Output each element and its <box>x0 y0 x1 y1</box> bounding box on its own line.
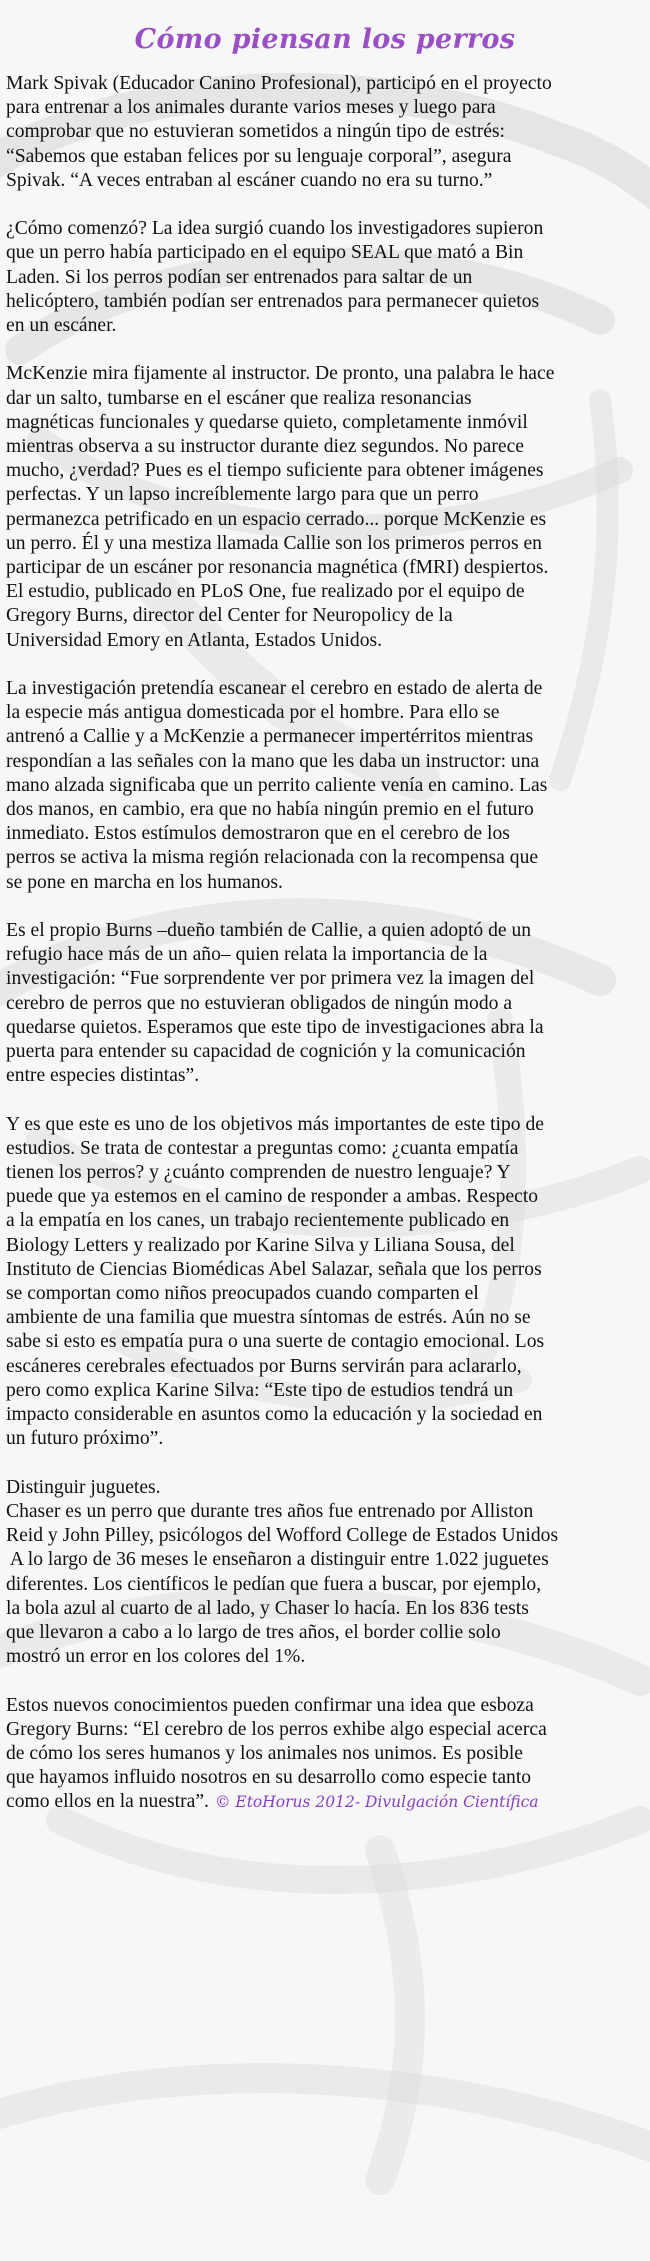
paragraph-2 <box>6 217 644 338</box>
text-line: sabe si esto es empatía pura o una suerte de contagio emocional. Los <box>6 1331 545 1353</box>
text-line: dar un salto, tumbarse en el escáner que realiza resonancias <box>6 387 472 409</box>
text-line: participar de un escáner por resonancia magnética (fMRI) despiertos. <box>6 557 549 579</box>
text-line: diferentes. Los científicos le pedían que fuera a buscar, por ejemplo, <box>6 1573 542 1595</box>
last-line-with-credit <box>6 1790 644 1814</box>
text-line: de cómo los seres humanos y los animales nos unimos. Es posible <box>6 1742 524 1764</box>
text-line: “Sabemos que estaban felices por su lenguaje corporal”, asegura <box>6 145 512 167</box>
text-line: un futuro próximo”. <box>6 1428 164 1450</box>
paragraph-5 <box>6 919 644 1088</box>
article-title: Cómo piensan los perros <box>134 24 516 55</box>
text-line: perros se activa la misma región relacionada con la recompensa que <box>6 847 539 869</box>
text-line: McKenzie mira fijamente al instructor. De pronto, una palabra le hace <box>6 363 555 385</box>
text-line: perfectas. Y un lapso increíblemente largo para que un perro <box>6 484 479 506</box>
text-line: Y es que este es uno de los objetivos más importantes de este tipo de <box>6 1113 544 1135</box>
text-line: la especie más antigua domesticada por el hombre. Para ello se <box>6 702 500 724</box>
text-line: refugio hace más de un año– quien relata la importancia de la <box>6 944 488 966</box>
text-line: Mark Spivak (Educador Canino Profesional), participó en el proyecto <box>6 73 552 94</box>
text-line: investigación: “Fue sorprendente ver por primera vez la imagen del <box>6 968 535 990</box>
text-line: Spivak. “A veces entraban al escáner cuando no era su turno.” <box>6 169 493 191</box>
text-line: dos manos, en cambio, era que no había ningún premio en el futuro <box>6 799 534 821</box>
text-line: impacto considerable en asuntos como la educación y la sociedad en <box>6 1404 543 1426</box>
paragraph-7-distinguir-juguetes <box>6 1476 644 1670</box>
text-line: puede que ya estemos en el camino de responder a ambas. Respecto <box>6 1186 539 1208</box>
text-line: se comportan como niños preocupados cuando comparten el <box>6 1283 479 1305</box>
text-line: un perro. Él y una mestiza llamada Callie son los primeros perros en <box>6 532 542 554</box>
text-line: a la empatía en los canes, un trabajo recientemente publicado en <box>6 1210 510 1232</box>
text-line: Instituto de Ciencias Biomédicas Abel Salazar, señala que los perros <box>6 1258 542 1280</box>
text-line: que llevaron a cabo a lo largo de tres años, el border collie solo <box>6 1621 501 1643</box>
text-line: El estudio, publicado en PLoS One, fue realizado por el equipo de <box>6 581 525 603</box>
text-line: mostró un error en los colores del 1%. <box>6 1646 306 1668</box>
text-line: Biology Letters y realizado por Karine Silva y Liliana Sousa, del <box>6 1234 515 1256</box>
text-line: para entrenar a los animales durante varios meses y luego para <box>6 97 496 119</box>
text-line: como ellos en la nuestra”. <box>6 1791 209 1813</box>
text-line: cerebro de perros que no estuvieran obligados de ningún modo a <box>6 992 513 1014</box>
section-heading: Distinguir juguetes. <box>6 1476 161 1498</box>
text-line: que un perro había participado en el equipo SEAL que mató a Bin <box>6 242 524 264</box>
text-line: mucho, ¿verdad? Pues es el tiempo suficiente para obtener imágenes <box>6 460 544 482</box>
text-line: escáneres cerebrales efectuados por Burns servirán para aclararlo, <box>6 1355 522 1377</box>
text-line: A lo largo de 36 meses le enseñaron a distinguir entre 1.022 juguetes <box>6 1549 549 1571</box>
text-line: que hayamos influido nosotros en su desarrollo como especie tanto <box>6 1767 532 1789</box>
text-line: quedarse quietos. Esperamos que este tipo de investigaciones abra la <box>6 1016 544 1038</box>
paragraph-1 <box>6 72 644 193</box>
text-line: Universidad Emory en Atlanta, Estados Unidos. <box>6 629 383 651</box>
text-line: magnéticas funcionales y quedarse quieto, completamente inmóvil <box>6 411 528 433</box>
paragraph-8 <box>6 1694 644 1815</box>
text-line: respondían a las señales con la mano que les daba un instructor: una <box>6 750 540 772</box>
text-line: mientras observa a su instructor durante diez segundos. No parece <box>6 436 524 458</box>
text-line: comprobar que no estuvieran sometidos a ningún tipo de estrés: <box>6 121 505 143</box>
text-line: ¿Cómo comenzó? La idea surgió cuando los investigadores supieron <box>6 218 544 240</box>
text-line: Reid y John Pilley, psicólogos del Wofford College de Estados Unidos <box>6 1525 559 1547</box>
text-line: Gregory Burns, director del Center for Neuropolicy de la <box>6 605 453 627</box>
paragraph-4 <box>6 677 644 895</box>
text-line: La investigación pretendía escanear el cerebro en estado de alerta de <box>6 678 543 700</box>
paragraph-3 <box>6 362 644 652</box>
text-line: entre especies distintas”. <box>6 1065 200 1087</box>
text-line: Gregory Burns: “El cerebro de los perros exhibe algo especial acerca <box>6 1718 547 1740</box>
paragraph-6 <box>6 1113 644 1452</box>
copyright-credit: © EtoHorus 2012- Divulgación Científica <box>214 1793 539 1812</box>
text-line: Laden. Si los perros podían ser entrenados para saltar de un <box>6 266 473 288</box>
text-line: estudios. Se trata de contestar a preguntas como: ¿cuanta empatía <box>6 1137 519 1159</box>
text-line: ambiente de una familia que muestra síntomas de estrés. Aún no se <box>6 1307 531 1329</box>
text-line: antrenó a Callie y a McKenzie a permanecer impertérritos mientras <box>6 726 534 748</box>
text-line: Chaser es un perro que durante tres años fue entrenado por Alliston <box>6 1500 534 1522</box>
text-line: mano alzada significaba que un perrito caliente venía en camino. Las <box>6 774 548 796</box>
text-line: inmediato. Estos estímulos demostraron que en el cerebro de los <box>6 823 510 845</box>
text-line: puerta para entender su capacidad de cognición y la comunicación <box>6 1041 526 1063</box>
text-line: se pone en marcha en los humanos. <box>6 871 283 893</box>
text-line: pero como explica Karine Silva: “Este tipo de estudios tendrá un <box>6 1379 514 1401</box>
text-line: en un escáner. <box>6 315 117 337</box>
text-line: permanezca petrificado en un espacio cerrado... porque McKenzie es <box>6 508 547 530</box>
text-line: Es el propio Burns –dueño también de Callie, a quien adoptó de un <box>6 920 532 942</box>
article <box>0 20 650 1815</box>
text-line: Estos nuevos conocimientos pueden confirmar una idea que esboza <box>6 1694 534 1716</box>
text-line: helicóptero, también podían ser entrenados para permanecer quietos <box>6 290 540 312</box>
text-line: tienen los perros? y ¿cuánto comprenden de nuestro lenguaje? Y <box>6 1162 511 1184</box>
text-line: la bola azul al cuarto de al lado, y Chaser lo hacía. En los 836 tests <box>6 1597 529 1619</box>
